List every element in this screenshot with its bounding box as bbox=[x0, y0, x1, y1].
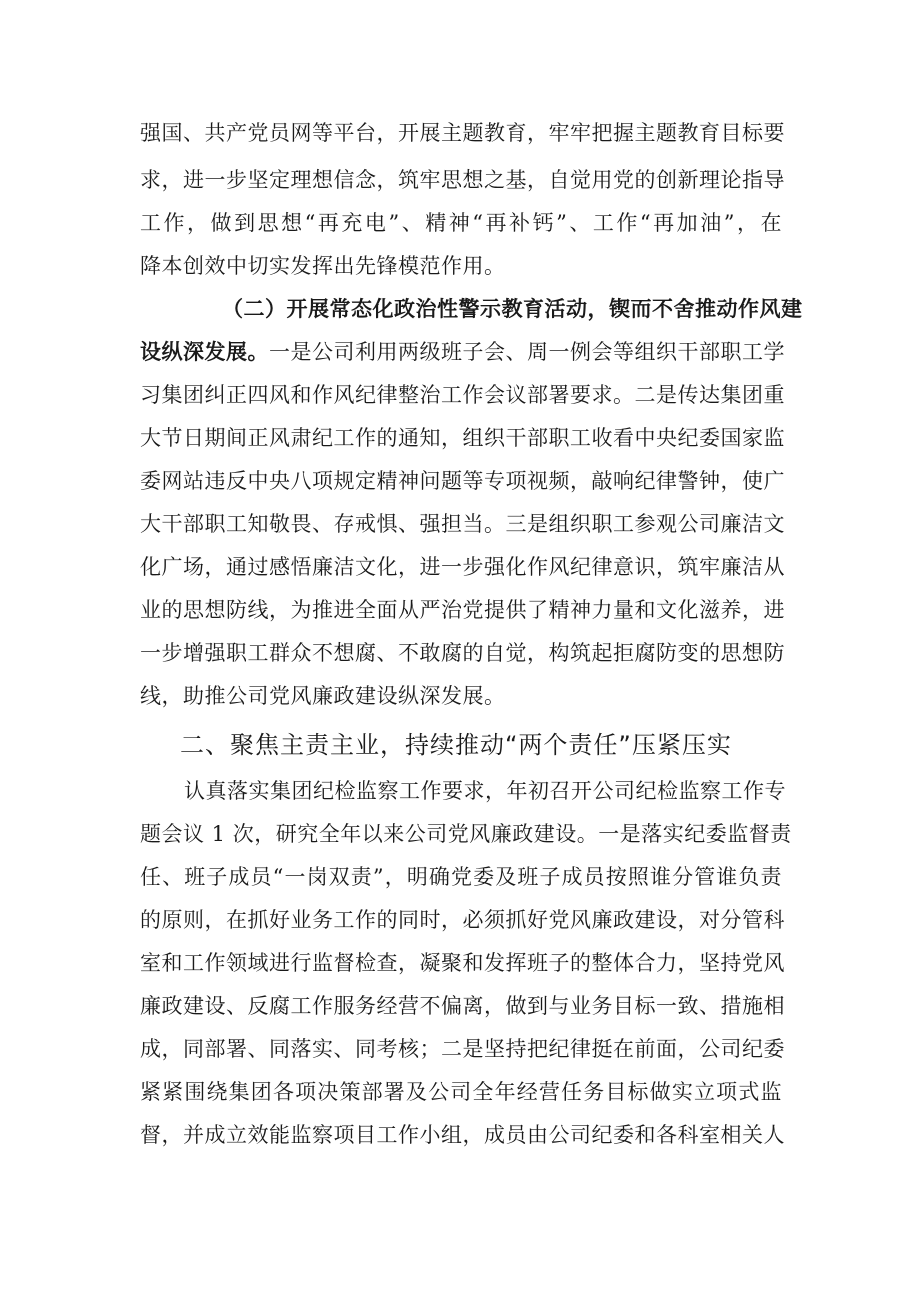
para3-line-3: 任、班子成员“一岗双责”，明确党委及班子成员按照谁分管谁负责 bbox=[140, 865, 782, 889]
para2-line-3: 习集团纠正四风和作风纪律整治工作会议部署要求。二是传达集团重 bbox=[140, 383, 785, 407]
para3-line-7: 成，同部署、同落实、同考核；二是坚持把纪律挺在前面，公司纪委 bbox=[140, 1037, 785, 1061]
para2-line-4: 大节日期间正风肃纪工作的通知，组织干部职工收看中央纪委国家监 bbox=[140, 426, 785, 450]
para2-bold-heading-line-1: （二）开展常态化政治性警示教育活动，锲而不舍推动作风建 bbox=[222, 296, 803, 321]
para3-line-9: 督，并成立效能监察项目工作小组，成员由公司纪委和各科室相关人 bbox=[140, 1123, 785, 1147]
para3-line-8: 紧紧围绕集团各项决策部署及公司全年经营任务目标做实立项式监 bbox=[140, 1080, 782, 1104]
para1-line-2: 求，进一步坚定理想信念，筑牢思想之基，自觉用党的创新理论指导 bbox=[140, 168, 785, 192]
para1-line-4: 降本创效中切实发挥出先锋模范作用。 bbox=[140, 254, 506, 278]
para2-bold-heading-line-2: 设纵深发展。 bbox=[140, 339, 269, 364]
para2-line-6: 大干部职工知敬畏、存戒惧、强担当。三是组织职工参观公司廉洁文 bbox=[140, 512, 785, 536]
para1-line-1: 强国、共产党员网等平台，开展主题教育，牢牢把握主题教育目标要 bbox=[140, 121, 785, 145]
para1-line-3: 工作，做到思想“再充电”、精神“再补钙”、工作“再加油”，在 bbox=[140, 211, 782, 235]
para2-line-5: 委网站违反中央八项规定精神问题等专项视频，敲响纪律警钟，使广 bbox=[140, 469, 785, 493]
para3-line-1: 认真落实集团纪检监察工作要求，年初召开公司纪检监察工作专 bbox=[184, 779, 786, 803]
para2-line-2 bbox=[140, 337, 785, 367]
para2-line-9: 一步增强职工群众不想腐、不敢腐的自觉，构筑起拒腐防变的思想防 bbox=[140, 641, 785, 665]
section-heading-2: 二、聚焦主责主业，持续推动“两个责任”压紧压实 bbox=[180, 731, 732, 759]
para2-line-7: 化广场，通过感悟廉洁文化，进一步强化作风纪律意识，筑牢廉洁从 bbox=[140, 555, 785, 579]
para3-line-4: 的原则，在抓好业务工作的同时，必须抓好党风廉政建设，对分管科 bbox=[140, 908, 785, 932]
para3-line-6: 廉政建设、反腐工作服务经营不偏离，做到与业务目标一致、措施相 bbox=[140, 994, 785, 1018]
para2-line-10: 线，助推公司党风廉政建设纵深发展。 bbox=[140, 684, 506, 708]
para2-line-8: 业的思想防线，为推进全面从严治党提供了精神力量和文化滋养，进 bbox=[140, 598, 785, 622]
para2-line-2-text: 一是公司利用两级班子会、周一例会等组织干部职工学 bbox=[269, 340, 785, 364]
para3-line-2: 题会议 1 次，研究全年以来公司党风廉政建设。一是落实纪委监督责 bbox=[140, 822, 792, 846]
para3-line-5: 室和工作领域进行监督检查，凝聚和发挥班子的整体合力，坚持党风 bbox=[140, 951, 785, 975]
